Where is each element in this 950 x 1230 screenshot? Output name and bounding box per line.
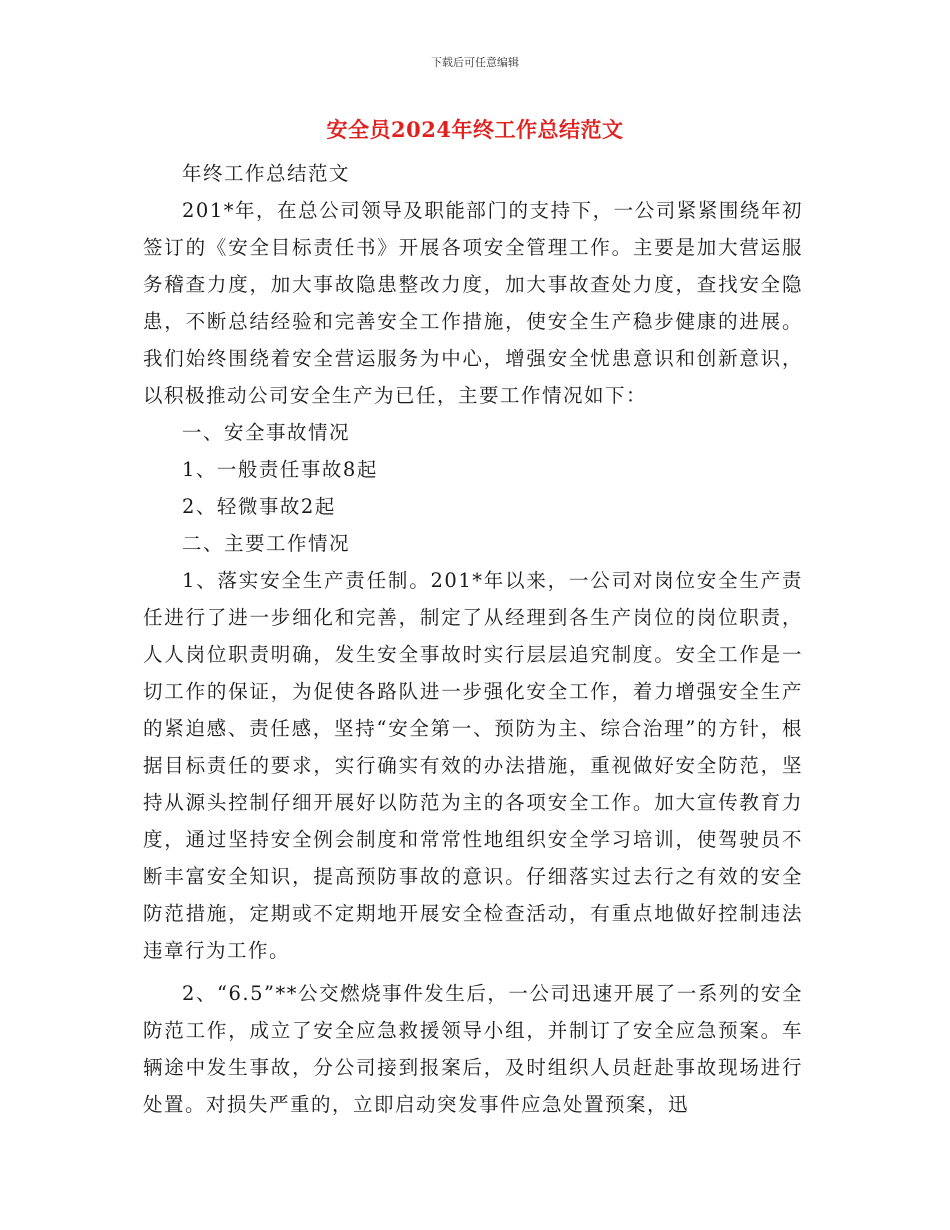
- list-item-general-accidents: 1、一般责任事故8起: [182, 458, 378, 481]
- list-item-minor-accidents: 2、轻微事故2起: [182, 495, 336, 518]
- paragraph-subtitle: 年终工作总结范文: [182, 162, 351, 185]
- document-body: [143, 155, 803, 1123]
- paragraph-intro: 201*年，在总公司领导及职能部门的支持下，一公司紧紧围绕年初签订的《安全目标责任书》开展各项安全管理工作。主要是加大营运服务稽查力度，加大事故隐患整改力度，加大事故查处力度，查找安全隐患，不断总结经验和完善安全工作措施，使安全生产稳步健康的进展。我们始终围绕着安全营运服务为中心，增强安全忧患意识和创新意识，以积极推动公司安全生产为已任，主要工作情况如下：: [143, 199, 803, 407]
- paragraph-responsibility: 1、落实安全生产责任制。201*年以来，一公司对岗位安全生产责任进行了进一步细化和完善，制定了从经理到各生产岗位的岗位职责，人人岗位职责明确，发生安全事故时实行层层追究制度。安全工作是一切工作的保证，为促使各路队进一步强化安全工作，着力增强安全生产的紧迫感、责任感，坚持“安全第一、预防为主、综合治理”的方针，根据目标责任的要求，实行确实有效的办法措施，重视做好安全防范，坚持从源头控制仔细开展好以防范为主的各项安全工作。加大宣传教育力度，通过坚持安全例会制度和常常性地组织安全学习培训，使驾驶员不断丰富安全知识，提高预防事故的意识。仔细落实过去行之有效的安全防范措施，定期或不定期地开展安全检查活动，有重点地做好控制违法违章行为工作。: [143, 569, 803, 962]
- document-title: 安全员2024年终工作总结范文: [326, 117, 624, 142]
- section-heading-main-work: 二、主要工作情况: [182, 532, 351, 555]
- paragraph-fire-incident: 2、“6.5”**公交燃烧事件发生后，一公司迅速开展了一系列的安全防范工作，成立了安全应急救援领导小组，并制订了安全应急预案。车辆途中发生事故，分公司接到报案后，及时组织人员赶赴事故现场进行处置。对损失严重的，立即启动突发事件应急处置预案，迅: [143, 982, 803, 1116]
- section-heading-accidents: 一、安全事故情况: [182, 421, 351, 444]
- header-note: 下载后可任意编辑: [431, 56, 519, 69]
